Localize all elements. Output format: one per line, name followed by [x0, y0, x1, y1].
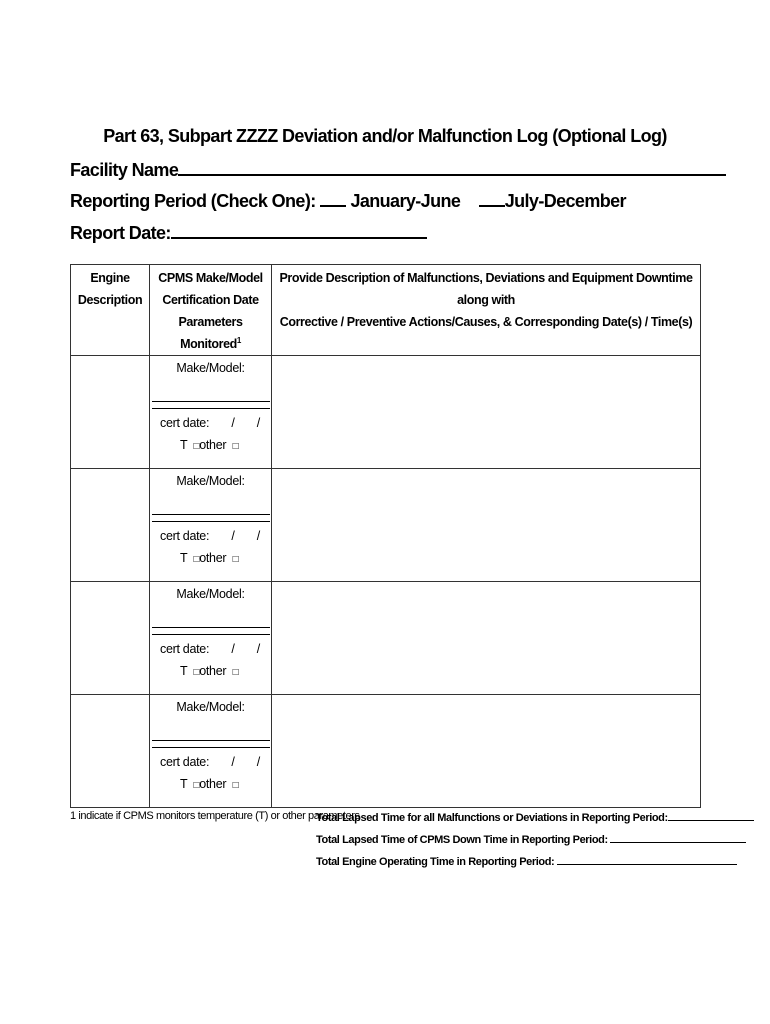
header-text: Certification Date [162, 293, 259, 307]
t-label: T [180, 664, 188, 678]
footnote-mark: 1 [236, 335, 241, 345]
t-label: T [180, 777, 188, 791]
table-row [71, 582, 701, 695]
cpms-header [150, 265, 272, 356]
facility-name-field[interactable] [178, 158, 726, 176]
cert-date-field[interactable]: cert date: / / [160, 416, 260, 430]
description-cell[interactable] [272, 469, 701, 582]
make-model-line-2[interactable] [152, 515, 270, 522]
t-label: T [180, 438, 188, 452]
total-lapsed-all-field[interactable] [668, 809, 754, 821]
jul-dec-check-field[interactable] [479, 189, 505, 207]
total-cpms-down-label: Total Lapsed Time of CPMS Down Time in Reporting Period: [316, 834, 611, 846]
header-text: Engine [90, 271, 130, 285]
cert-date-field[interactable]: cert date: / / [160, 642, 260, 656]
make-model-line-1[interactable] [152, 718, 270, 741]
make-model-label: Make/Model: [176, 587, 245, 601]
checkbox-icon[interactable]: □ [232, 554, 239, 565]
make-model-line-2[interactable] [152, 402, 270, 409]
reporting-period-label: Reporting Period (Check One): [70, 191, 321, 211]
table-header-row [71, 265, 701, 356]
parameter-select [150, 660, 271, 684]
jan-june-check-field[interactable] [320, 189, 346, 207]
header-text: Description [77, 293, 143, 307]
cpms-cell [150, 469, 272, 582]
total-engine-operating-label: Total Engine Operating Time in Reporting Period: [316, 856, 557, 868]
cpms-cell [150, 582, 272, 695]
facility-name-row [70, 158, 726, 181]
other-label: other [199, 777, 227, 791]
reporting-period-row [70, 189, 626, 212]
total-cpms-down-row [316, 831, 746, 846]
make-model-label: Make/Model: [176, 361, 245, 375]
checkbox-icon[interactable]: □ [232, 441, 239, 452]
header-text: Parameters Monitored$^1$ [178, 315, 243, 351]
jan-june-label: January-June [350, 191, 461, 211]
cpms-cell [150, 695, 272, 808]
description-cell[interactable] [272, 582, 701, 695]
parameter-select [150, 547, 271, 571]
make-model-line-1[interactable] [152, 492, 270, 515]
parameter-select [150, 434, 271, 458]
total-lapsed-all-row [316, 809, 754, 824]
report-date-row [70, 221, 427, 244]
engine-description-cell[interactable] [71, 582, 150, 695]
description-cell[interactable] [272, 695, 701, 808]
table-row [71, 695, 701, 808]
engine-description-cell[interactable] [71, 695, 150, 808]
cert-date-field[interactable]: cert date: / / [160, 529, 260, 543]
checkbox-icon[interactable]: □ [193, 441, 200, 452]
total-engine-operating-field[interactable] [557, 853, 737, 865]
report-date-field[interactable] [171, 221, 427, 239]
deviation-log-table [70, 264, 701, 808]
checkbox-icon[interactable]: □ [193, 780, 200, 791]
make-model-line-1[interactable] [152, 379, 270, 402]
header-text: Provide Description of Malfunctions, Deviations and Equipment Downtime along with [279, 271, 693, 307]
footnote: 1 indicate if CPMS monitors temperature (T) or other parameters [70, 810, 360, 822]
total-lapsed-all-label: Total Lapsed Time for all Malfunctions or Deviations in Reporting Period: [316, 812, 668, 824]
make-model-label: Make/Model: [176, 700, 245, 714]
page-title: Part 63, Subpart ZZZZ Deviation and/or Malfunction Log (Optional Log) [103, 126, 667, 146]
header-text: Corrective / Preventive Actions/Causes, & Corresponding Date(s) / Time(s) [279, 315, 693, 329]
checkbox-icon[interactable]: □ [232, 667, 239, 678]
total-cpms-down-field[interactable] [610, 831, 746, 843]
engine-description-cell[interactable] [71, 469, 150, 582]
make-model-line-1[interactable] [152, 605, 270, 628]
cert-date-field[interactable]: cert date: / / [160, 755, 260, 769]
engine-description-cell[interactable] [71, 356, 150, 469]
description-cell[interactable] [272, 356, 701, 469]
t-label: T [180, 551, 188, 565]
checkbox-icon[interactable]: □ [193, 554, 200, 565]
engine-description-header [71, 265, 150, 356]
facility-name-label: Facility Name [70, 160, 179, 180]
table-row [71, 469, 701, 582]
header-text: CPMS Make/Model [158, 271, 263, 285]
description-header [272, 265, 701, 356]
make-model-line-2[interactable] [152, 628, 270, 635]
jul-dec-label: July-December [504, 191, 626, 211]
other-label: other [199, 551, 227, 565]
cpms-cell [150, 356, 272, 469]
other-label: other [199, 438, 227, 452]
other-label: other [199, 664, 227, 678]
total-engine-operating-row [316, 853, 737, 868]
parameter-select [150, 773, 271, 797]
checkbox-icon[interactable]: □ [193, 667, 200, 678]
make-model-label: Make/Model: [176, 474, 245, 488]
table-row [71, 356, 701, 469]
make-model-line-2[interactable] [152, 741, 270, 748]
report-date-label: Report Date: [70, 223, 171, 243]
checkbox-icon[interactable]: □ [232, 780, 239, 791]
